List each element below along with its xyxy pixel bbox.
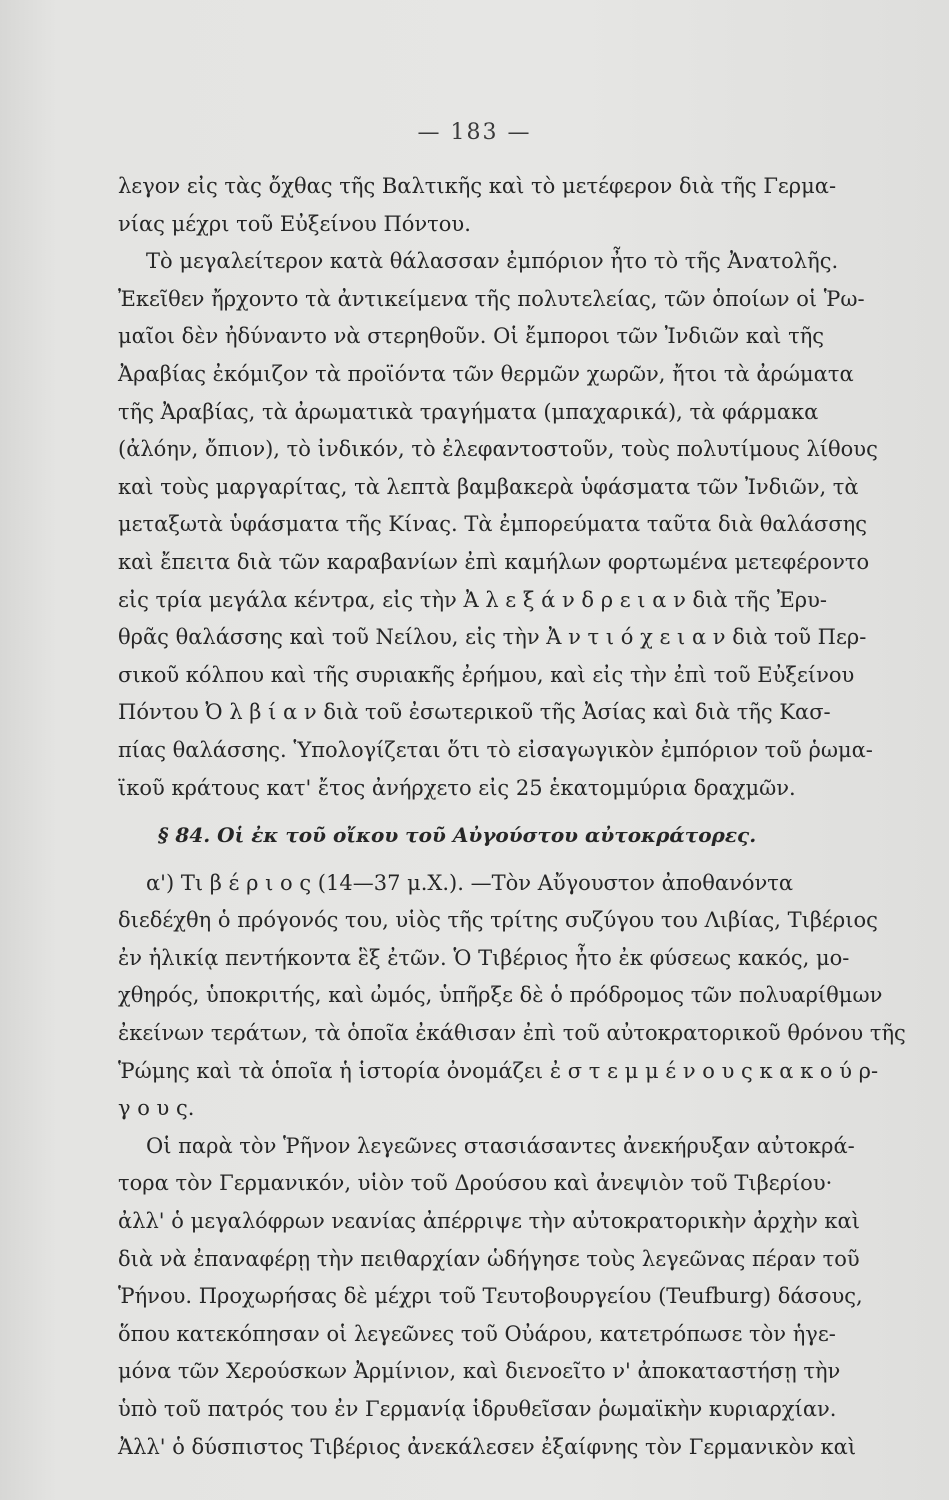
text-line: ϊκοῦ κράτους κατ' ἔτος ἀνήρχετο εἰς 25 ἑκατομμύρια δραχμῶν. [118,775,796,800]
text-line: ἐν ἡλικίᾳ πεντήκοντα ἓξ ἐτῶν. Ὁ Τιβέριος ἦτο ἐκ φύσεως κακός, μο- [118,945,850,970]
body-text [118,168,906,1466]
text-line: μεταξωτὰ ὑφάσματα τῆς Κίνας. Τὰ ἐμπορεύματα ταῦτα διὰ θαλάσσης [118,512,868,537]
text-line: λεγον εἰς τὰς ὄχθας τῆς Βαλτικῆς καὶ τὸ μετέφερον διὰ τῆς Γερμα- [118,174,837,198]
text-line: ὅπου κατεκόπησαν οἱ λεγεῶνες τοῦ Οὐάρου, κατετρόπωσε τὸν ἡγε- [118,1321,836,1346]
text-line: τῆς Ἀραβίας, τὰ ἀρωματικὰ τραγήματα (μπαχαρικά), τὰ φάρμακα [118,399,819,424]
text-line: διεδέχθη ὁ πρόγονός του, υἱὸς τῆς τρίτης συζύγου του Λιβίας, Τιβέριος [118,908,878,933]
text-line: καὶ τοὺς μαργαρίτας, τὰ λεπτὰ βαμβακερὰ ὑφάσματα τῶν Ἰνδιῶν, τὰ [118,474,859,499]
text-line: Ἀραβίας ἐκόμιζον τὰ προϊόντα τῶν θερμῶν χωρῶν, ἤτοι τὰ ἀρώματα [118,361,854,386]
text-line: πίας θαλάσσης. Ὑπολογίζεται ὅτι τὸ εἰσαγωγικὸν ἐμπόριον τοῦ ῥωμα- [118,737,873,762]
section-heading: § 84. Οἱ ἐκ τοῦ οἴκου τοῦ Αὐγούστου αὐτοκράτορες. [158,823,757,848]
text-line: εἰς τρία μεγάλα κέντρα, εἰς τὴν Ἀ λ ε ξ ά ν δ ρ ε ι α ν διὰ τῆς Ἐρυ- [118,587,827,612]
text-line: τορα τὸν Γερμανικόν, υἱὸν τοῦ Δρούσου καὶ ἀνεψιὸν τοῦ Τιβερίου· [118,1171,833,1196]
text-line: (ἀλόην, ὄπιον), τὸ ἰνδικόν, τὸ ἐλεφαντοστοῦν, τοὺς πολυτίμους λίθους [118,437,878,462]
text-line: διὰ νὰ ἐπαναφέρῃ τὴν πειθαρχίαν ὡδήγησε τοὺς λεγεῶνας πέραν τοῦ [118,1246,860,1271]
text-line: μόνα τῶν Χερούσκων Ἀρμίνιον, καὶ διενοεῖτο ν' ἀποκαταστήσῃ τὴν [118,1359,841,1384]
text-line: Οἱ παρὰ τὸν Ῥῆνον λεγεῶνες στασιάσαντες ἀνεκήρυξαν αὐτοκρά- [146,1133,855,1158]
text-line: Ῥώμης καὶ τὰ ὁποῖα ἡ ἱστορία ὀνομάζει ἐ σ τ ε μ μ έ ν ο υ ς κ α κ ο ύ ρ- [118,1058,879,1083]
text-line: γ ο υ ς. [118,1096,195,1121]
text-line: Τὸ μεγαλείτερον κατὰ θάλασσαν ἐμπόριον ἦτο τὸ τῆς Ἀνατολῆς. [146,249,839,274]
text-line: Ῥήνου. Προχωρήσας δὲ μέχρι τοῦ Τευτοβουργείου (Teufburg) δάσους, [118,1284,863,1309]
text-line: χθηρός, ὑποκριτής, καὶ ὠμός, ὑπῆρξε δὲ ὁ πρόδρομος τῶν πολυαρίθμων [118,983,883,1008]
text-line: καὶ ἔπειτα διὰ τῶν καραβανίων ἐπὶ καμήλων φορτωμένα μετεφέροντο [118,549,870,574]
text-line: ἀλλ' ὁ μεγαλόφρων νεανίας ἀπέρριψε τὴν αὐτοκρατορικὴν ἀρχὴν καὶ [118,1209,860,1234]
text-line: Πόντου Ὀ λ β ί α ν διὰ τοῦ ἐσωτερικοῦ τῆς Ἀσίας καὶ διὰ τῆς Κασ- [118,700,831,725]
text-line: μαῖοι δὲν ἠδύναντο νὰ στερηθοῦν. Οἱ ἔμποροι τῶν Ἰνδιῶν καὶ τῆς [118,324,825,349]
text-line: ὑπὸ τοῦ πατρός του ἐν Γερμανίᾳ ἱδρυθεῖσαν ῥωμαϊκὴν κυριαρχίαν. [118,1397,837,1421]
text-line: σικοῦ κόλπου καὶ τῆς συριακῆς ἐρήμου, καὶ εἰς τὴν ἐπὶ τοῦ Εὐξείνου [118,662,855,687]
text-line: α') Τι β έ ρ ι ο ς (14—37 μ.Χ.). —Τὸν Αὔγουστον ἀποθανόντα [146,870,794,895]
text-line: νίας μέχρι τοῦ Εὐξείνου Πόντου. [118,211,471,236]
text-line: ἐκείνων τεράτων, τὰ ὁποῖα ἐκάθισαν ἐπὶ τοῦ αὐτοκρατορικοῦ θρόνου τῆς [118,1021,906,1046]
text-line: Ἀλλ' ὁ δύσπιστος Τιβέριος ἀνεκάλεσεν ἐξαίφνης τὸν Γερμανικὸν καὶ [118,1434,857,1459]
text-line: θρᾶς θαλάσσης καὶ τοῦ Νείλου, εἰς τὴν Ἀ ν τ ι ό χ ε ι α ν διὰ τοῦ Περ- [118,625,867,650]
page-number: — 183 — [417,120,532,145]
text-line: Ἐκεῖθεν ἤρχοντο τὰ ἀντικείμενα τῆς πολυτελείας, τῶν ὁποίων οἱ Ῥω- [118,286,865,311]
